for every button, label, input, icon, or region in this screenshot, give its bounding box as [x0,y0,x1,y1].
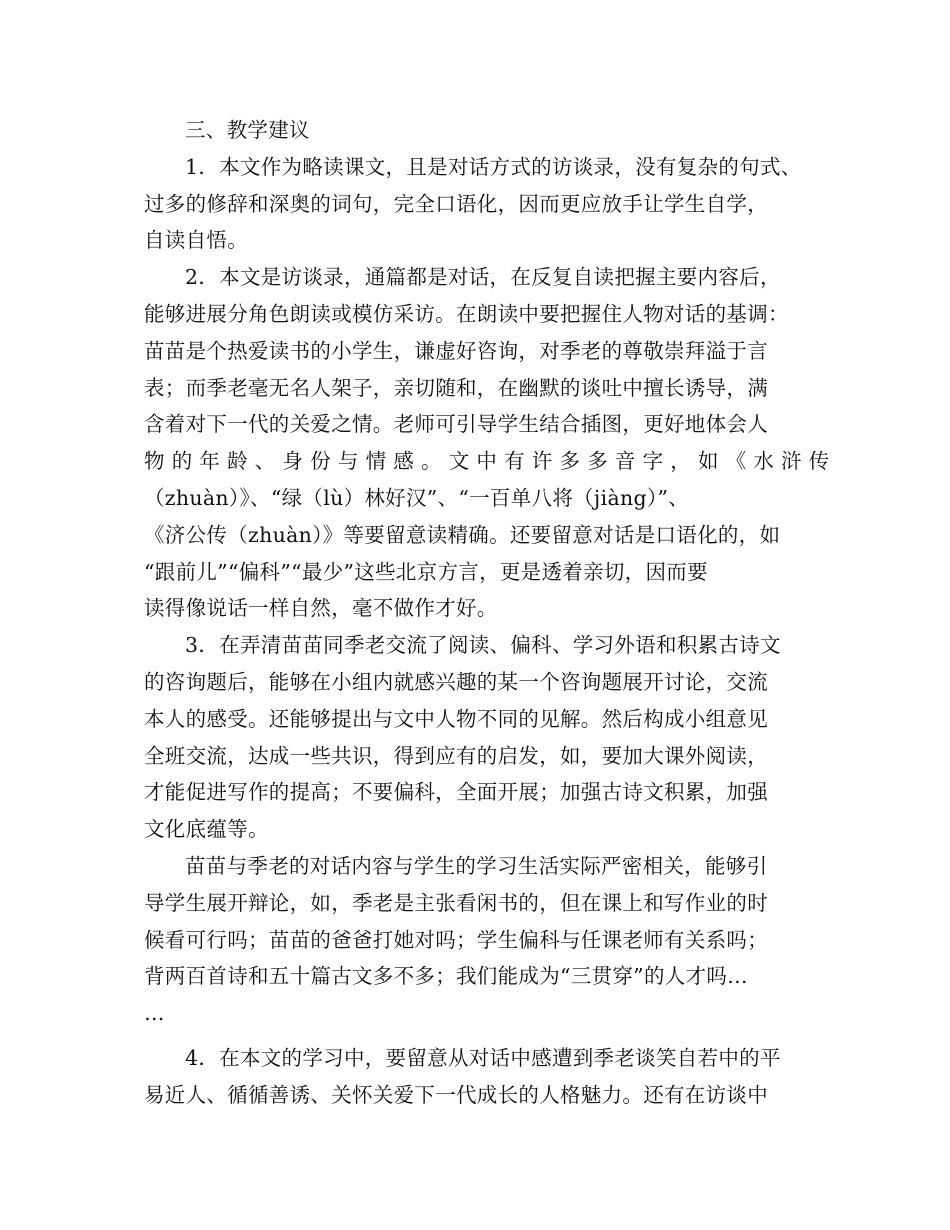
paragraph-gap [144,1032,824,1040]
text-line: 苗苗是个热爱读书的小学生，谦虚好咨询，对季老的尊敬崇拜溢于言 [144,338,768,363]
text-line: 2．本文是访谈录，通篇都是对话，在反复自读把握主要内容后， [185,265,781,290]
text-line: 易近人、循循善诱、关怀关爱下一代成长的人格魅力。还有在访谈中 [144,1082,768,1107]
text-line: 文化底蕴等。 [144,817,269,842]
text-line: 含着对下一代的关爱之情。老师可引导学生结合插图，更好地体会人 [144,412,768,437]
text-line: 《济公传（zhuàn）》等要留意读精确。还要留意对话是口语化的，如 [144,522,781,547]
text-line: “跟前儿”“偏科”“最少”这些北京方言，更是透着亲切，因而要 [144,559,708,584]
text-line: 才能促进写作的提高；不要偏科，全面开展；加强古诗文积累，加强 [144,780,768,805]
text-line: 本人的感受。还能够提出与文中人物不同的见解。然后构成小组意见 [144,706,768,731]
text-line: 导学生展开辩论，如，季老是主张看闲书的，但在课上和写作业的时 [144,890,768,915]
text-line: 全班交流，达成一些共识，得到应有的启发，如，要加大课外阅读， [144,743,768,768]
section-heading: 三、教学建议 [185,118,310,142]
text-line: 物的年龄、身份与情感。文中有许多多音字，如《水浒传 [144,449,837,474]
text-line: 自读自悟。 [144,228,248,253]
text-line: 3．在弄清苗苗同季老交流了阅读、偏科、学习外语和积累古诗文 [185,633,781,658]
text-line: （zhuàn）》、“绿（lù）林好汉”、“一百单八将（jiàng）”、 [144,485,690,510]
text-line: 过多的修辞和深奥的词句，完全口语化，因而更应放手让学生自学， [144,191,768,216]
text-line: 4．在本文的学习中，要留意从对话中感遭到季老谈笑自若中的平 [185,1045,781,1070]
text-line: 1．本文作为略读课文，且是对话方式的访谈录，没有复杂的句式、 [185,154,802,179]
text-line: 能够进展分角色朗读或模仿采访。在朗读中要把握住人物对话的基调： [144,301,789,326]
text-line: 读得像说话一样自然，毫不做作才好。 [144,596,498,621]
text-line: 候看可行吗；苗苗的爸爸打她对吗；学生偏科与任课老师有关系吗； [144,927,768,952]
text-line: 表；而季老毫无名人架子，亲切随和，在幽默的谈吐中擅长诱导，满 [144,375,768,400]
document-page [144,112,837,1114]
text-line: 的咨询题后，能够在小组内就感兴趣的某一个咨询题展开讨论，交流 [144,669,768,694]
text-line: 苗苗与季老的对话内容与学生的学习生活实际严密相关，能够引 [185,853,768,878]
text-line: … [144,1001,165,1026]
document-body [144,149,837,1114]
text-line: 背两百首诗和五十篇古文多不多；我们能成为“三贯穿”的人才吗… [144,964,748,989]
